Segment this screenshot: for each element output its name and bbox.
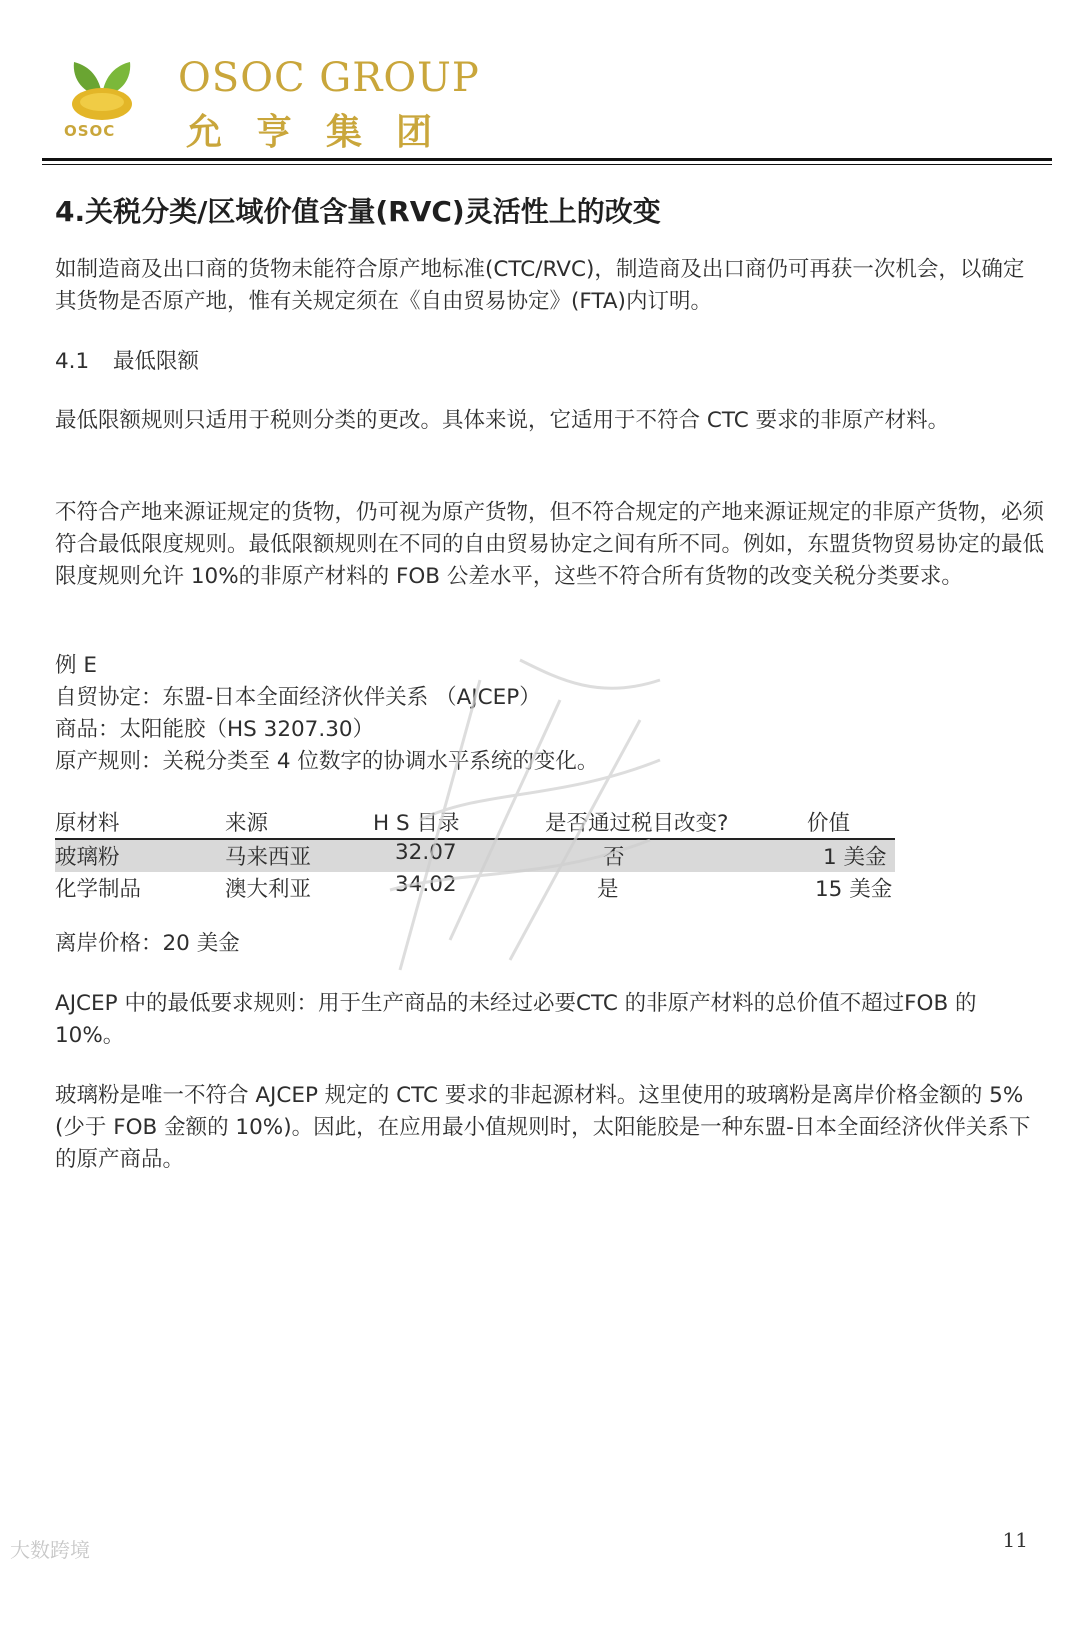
example-rule: 原产规则：关税分类至 4 位数字的协调水平系统的变化。 <box>55 749 599 774</box>
subsection-heading <box>55 344 199 375</box>
header-divider-thin <box>42 164 1052 165</box>
table-header-row <box>55 806 895 840</box>
materials-table <box>55 806 895 904</box>
table-cell: 玻璃粉 <box>55 845 120 870</box>
logo-chinese-name: 允亨集团 <box>186 112 467 153</box>
table-row <box>55 872 895 904</box>
table-header-cell: 原材料 <box>55 811 120 836</box>
table-header-cell: H S 目录 <box>373 811 460 836</box>
fob-price: 离岸价格：20 美金 <box>55 931 240 956</box>
table-cell: 否 <box>603 845 625 870</box>
table-cell: 是 <box>597 877 619 902</box>
footer-watermark: 大数跨境 <box>10 1538 90 1562</box>
table-cell: 澳大利亚 <box>225 877 312 902</box>
example-agreement: 自贸协定：东盟-日本全面经济伙伴关系 （AJCEP） <box>55 685 541 710</box>
table-cell: 1 美金 <box>823 845 887 870</box>
table-cell: 32.07 <box>395 840 457 865</box>
intro-paragraph: 如制造商及出口商的货物未能符合原产地标准(CTC/RVC)，制造商及出口商仍可再获一次机会，以确定其货物是否原产地，惟有关规定须在《自由贸易协定》(FTA)内订明。 <box>55 257 1025 314</box>
table-row <box>55 840 895 872</box>
example-label: 例 E <box>55 653 97 678</box>
paragraph-3: AJCEP 中的最低要求规则：用于生产商品的未经过必要CTC 的非原产材料的总价值不超过FOB 的10%。 <box>55 991 977 1048</box>
paragraph-2: 不符合产地来源证规定的货物，仍可视为原产货物，但不符合规定的产地来源证规定的非原产货物，必须符合最低限度规则。最低限额规则在不同的自由贸易协定之间有所不同。例如，东盟货物贸易协定的最低限度规则允许 10%的非原产材料的 FOB 公差水平，这些不符合所有货物的改变关税分类要求。 <box>55 500 1045 589</box>
example-product: 商品：太阳能胶（HS 3207.30） <box>55 717 375 742</box>
table-cell: 15 美金 <box>815 877 893 902</box>
table-header-cell: 是否通过税目改变? <box>545 811 729 836</box>
header-divider <box>42 158 1052 161</box>
table-cell: 化学制品 <box>55 877 142 902</box>
section-heading: 4.关税分类/区域价值含量(RVC)灵活性上的改变 <box>55 195 661 228</box>
table-cell: 马来西亚 <box>225 845 312 870</box>
page-number: 11 <box>1002 1528 1028 1552</box>
table-header-cell: 来源 <box>225 811 269 836</box>
table-header-cell: 价值 <box>807 811 851 836</box>
logo-title: OSOC GROUP <box>178 55 480 101</box>
logo-small-text: OSOC <box>64 122 116 140</box>
paragraph-1: 最低限额规则只适用于税则分类的更改。具体来说，它适用于不符合 CTC 要求的非原产材料。 <box>55 408 950 433</box>
subsection-number: 4.1 <box>55 349 90 374</box>
example-block <box>55 650 598 778</box>
paragraph-4: 玻璃粉是唯一不符合 AJCEP 规定的 CTC 要求的非起源材料。这里使用的玻璃粉是离岸价格金额的 5%(少于 FOB 金额的 10%)。因此，在应用最小值规则时，太阳能胶是一种东盟-日本全面经济伙伴关系下的原产商品。 <box>55 1083 1031 1172</box>
table-cell: 34.02 <box>395 872 457 897</box>
subsection-title: 最低限额 <box>113 349 200 374</box>
